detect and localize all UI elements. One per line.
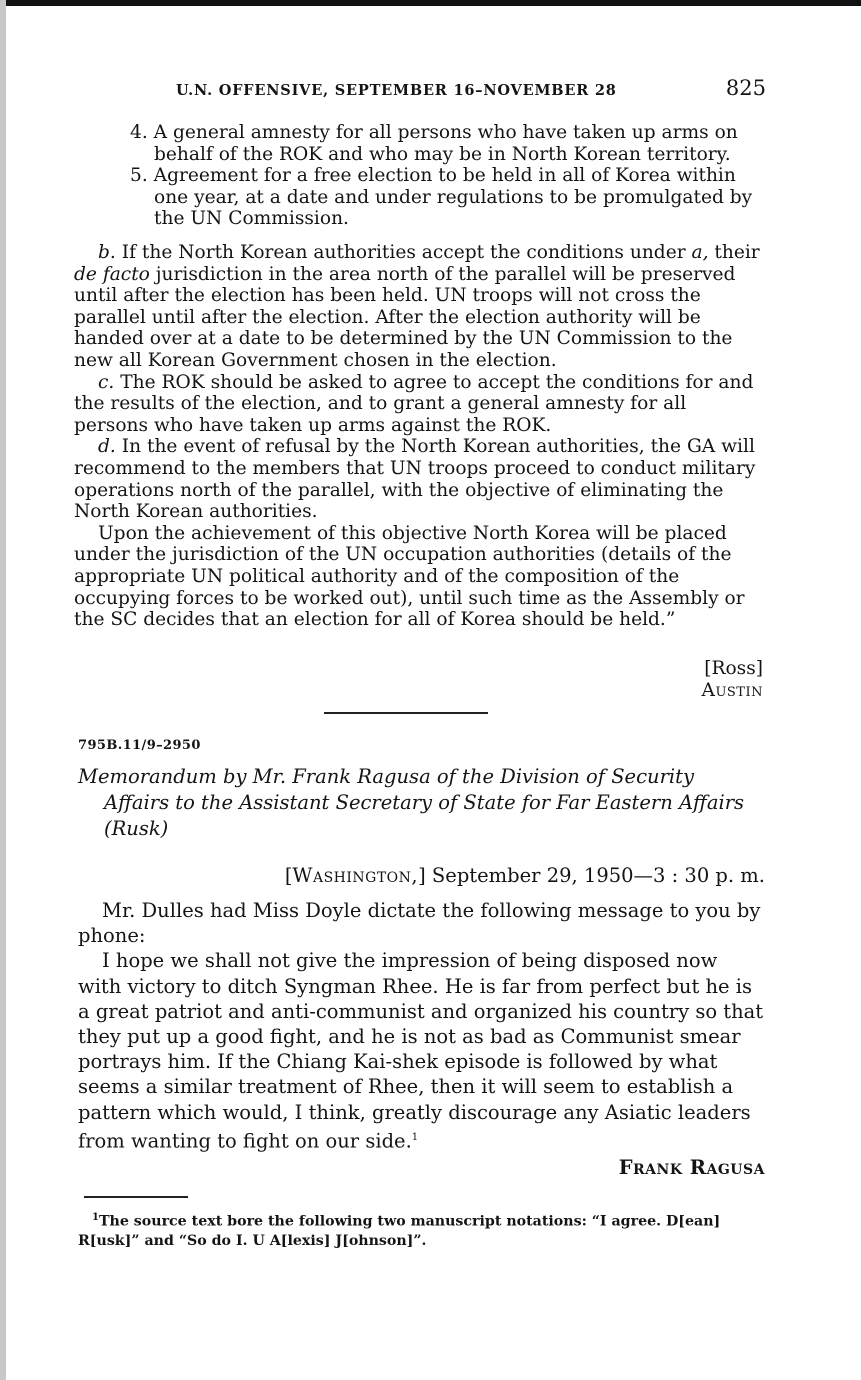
paragraph-b-text-3: jurisdiction in the area north of the parallel will be preserved until after the election has been held. UN troops will not cross the parallel until after the election. After the election authority will be handed over at a date to be determined by the UN Commission to the new all Korean Government chosen in the election.: [74, 263, 736, 371]
file-number: 795B.11/9–2950: [78, 738, 201, 753]
paragraph-b-text-1: If the North Korean authorities accept the conditions under: [115, 242, 692, 263]
paragraph-b-italic-a: a,: [691, 242, 709, 263]
paragraph-c: [74, 372, 762, 437]
memo-paragraph-2-text: I hope we shall not give the impression of being disposed now with victory to ditch Syngman Rhee. He is far from perfect but he is a great patriot and anti-communist and organized his country so that they put up a good fight, and he is not as bad as Communist smear portrays him. If the Chiang Kai-shek episode is followed by what seems a similar treatment of Rhee, then it will seem to establish a pattern which would, I think, greatly discourage any Asiatic leaders from wanting to fight on our side.: [78, 949, 764, 1153]
paragraph-c-marker: c.: [98, 371, 115, 393]
memo-title-text: Memorandum by Mr. Frank Ragusa of the Division of Security Affairs to the Assistant Secretary of State for Far Eastern Affairs (Rusk): [78, 765, 745, 840]
memo-paragraph-1: Mr. Dulles had Miss Doyle dictate the following message to you by phone:: [78, 899, 761, 948]
dateline-place: Washington,: [292, 864, 419, 887]
paragraph-d: [74, 436, 762, 522]
running-head: U.N. OFFENSIVE, SEPTEMBER 16–NOVEMBER 28: [176, 82, 617, 99]
signature-ross: [Ross]: [704, 658, 763, 679]
memo-title: [78, 764, 764, 842]
paragraph-b-marker: b.: [98, 242, 116, 263]
footnote-divider: [84, 1196, 188, 1198]
numbered-list: [74, 122, 762, 230]
paragraph-d-marker: d.: [98, 436, 116, 458]
page-header: [176, 76, 766, 100]
paragraph-c-text: The ROK should be asked to agree to accept the conditions for and the results of the election, and to grant a general amnesty for all persons who have taken up arms against the ROK.: [74, 371, 754, 436]
footnote: [78, 1208, 768, 1251]
conditions-paragraphs: [74, 242, 762, 631]
paragraph-upon: Upon the achievement of this objective North Korea will be placed under the jurisdiction of the UN occupation authorities (details of the appropriate UN political authority and of the composition of the occupying forces to be worked out), until such time as the Assembly or the SC decides that an election for all of Korea should be held.”: [74, 522, 745, 631]
signature-ragusa: Frank Ragusa: [618, 1156, 765, 1179]
paragraph-b: [74, 242, 762, 372]
list-item-4: 4. A general amnesty for all persons who have taken up arms on behalf of the ROK and who may be in North Korean territory.: [130, 122, 738, 165]
footnote-marker: 1: [92, 1212, 99, 1223]
list-item-5: 5. Agreement for a free election to be held in all of Korea within one year, at a date and under regulations to be promulgated by the UN Commission.: [130, 165, 753, 230]
top-edge-rule: [0, 0, 861, 6]
footnote-reference[interactable]: 1: [411, 1131, 419, 1143]
footnote-text: The source text bore the following two manuscript notations: “I agree. D[ean] R[usk]” and “So do I. U A[lexis] J[ohnson]”.: [78, 1213, 721, 1249]
page-number: 825: [725, 76, 766, 100]
left-page-edge: [0, 0, 6, 1380]
dateline-date: ] September 29, 1950—3 : 30 p. m.: [418, 864, 765, 887]
dateline: [Washington,] September 29, 1950—3 : 30 p. m.: [284, 864, 765, 887]
memo-paragraph-2: [78, 948, 766, 1153]
paragraph-b-text-2: their: [708, 242, 760, 263]
section-divider: [324, 712, 488, 714]
signature-austin: Austin: [701, 680, 763, 701]
memo-body: [78, 898, 766, 1154]
paragraph-d-text: In the event of refusal by the North Korean authorities, the GA will recommend to the members that UN troops proceed to conduct military operations north of the parallel, with the objective of eliminating the North Korean authorities.: [74, 436, 756, 523]
paragraph-b-italic-defacto: de facto: [74, 263, 150, 285]
